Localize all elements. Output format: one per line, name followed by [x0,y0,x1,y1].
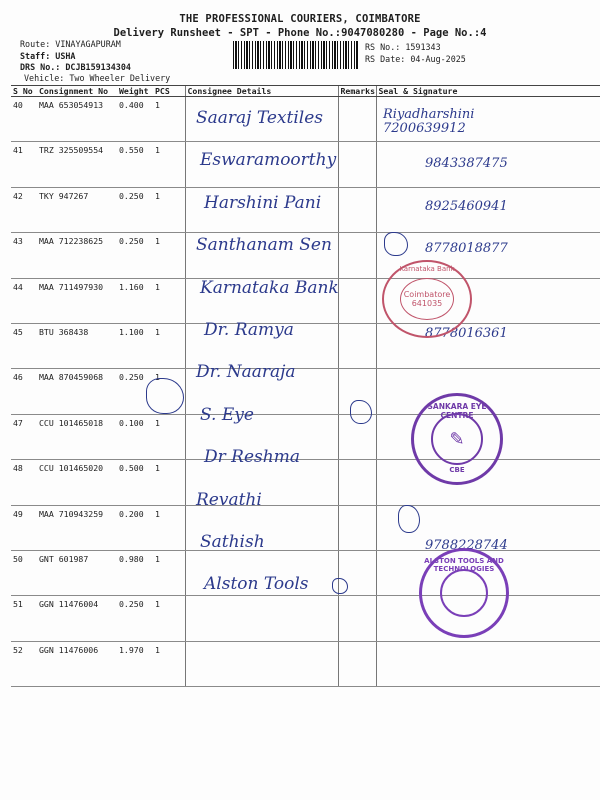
row-weight: 0.250 [117,233,153,278]
company-title: THE PROFESSIONAL COURIERS, COIMBATORE [179,13,421,25]
table-row [11,323,600,368]
table-row [11,369,600,414]
row-sno: 50 [11,550,37,595]
row-sno: 52 [11,641,37,686]
eye-stamp-ring: SANKARA EYE CENTRE [427,402,487,420]
row-consignment-no: GGN 11476006 [37,641,117,686]
row-weight: 1.160 [117,278,153,323]
rs-date: RS Date: 04-Aug-2025 [365,54,466,64]
row-remarks-cell [338,505,376,550]
runsheet-title: Delivery Runsheet - SPT - Phone No.:9047080280 - Page No.:4 [113,27,487,39]
row-consignment-no: MAA 870459068 [37,369,117,414]
eye-stamp-signature-icon: ✎ [431,413,483,465]
row-remarks-cell [338,233,376,278]
handwritten-signature-text: 9788228744 [425,538,508,553]
karnataka-bank-stamp [382,260,472,338]
row-remarks-cell [338,278,376,323]
handwritten-consignee: Revathi [196,489,262,510]
col-weight: Weight [117,86,153,97]
row-consignment-no: MAA 712238625 [37,233,117,278]
row-weight: 0.550 [117,142,153,187]
row-pcs: 1 [153,369,185,414]
row-pcs: 1 [153,414,185,459]
bank-stamp-center [400,278,454,320]
handwritten-consignee: S. Eye [200,404,254,425]
rs-number: RS No.: 1591343 [365,42,441,52]
row-remarks-cell [338,187,376,232]
row-consignment-no: MAA 710943259 [37,505,117,550]
row-pcs: 1 [153,233,185,278]
table-row [11,641,600,686]
handwritten-signature-text: 8925460941 [425,198,508,214]
handwritten-consignee: Karnataka Bank [200,277,339,298]
col-consignment: Consignment No [37,86,117,97]
row-pcs: 1 [153,142,185,187]
handwritten-signature-text: 8778016361 [425,326,508,341]
row-weight: 0.200 [117,505,153,550]
row-pcs: 1 [153,596,185,641]
row-consignment-no: TKY 947267 [37,187,117,232]
table-row [11,460,600,505]
row-consignment-no: MAA 711497930 [37,278,117,323]
row-weight: 1.100 [117,323,153,368]
row-sno: 42 [11,187,37,232]
row-weight: 0.100 [117,414,153,459]
barcode [233,41,358,69]
handwritten-consignee: Santhanam Sen [196,235,332,256]
row-pcs: 1 [153,505,185,550]
row-pcs: 1 [153,187,185,232]
row-remarks-cell [338,142,376,187]
signature-scribble-47b [350,400,372,424]
col-seal: Seal & Signature [376,86,600,97]
row-sno: 44 [11,278,37,323]
row-sno: 49 [11,505,37,550]
row-remarks-cell [338,97,376,142]
row-weight: 0.250 [117,596,153,641]
row-consignment-no: GNT 601987 [37,550,117,595]
handwritten-signature-text: 9843387475 [425,156,508,172]
row-remarks-cell [338,596,376,641]
alston-stamp-ring: ALSTON TOOLS AND TECHNOLOGIES [424,557,504,573]
row-sno: 48 [11,460,37,505]
row-consignment-no: CCU 101465018 [37,414,117,459]
handwritten-signature-text: 8778018877 [425,241,508,257]
route-label: Route: VINAYAGAPURAM [20,39,121,49]
row-remarks-cell [338,323,376,368]
table-row [11,414,600,459]
row-pcs: 1 [153,278,185,323]
handwritten-consignee: Dr Reshma [204,447,300,468]
bank-stamp-code: 641035 [411,299,443,308]
row-pcs: 1 [153,550,185,595]
row-weight: 0.500 [117,460,153,505]
row-consignee-cell [185,641,338,686]
handwritten-consignee: Sathish [200,532,265,552]
row-weight: 0.980 [117,550,153,595]
alston-tools-stamp [419,548,509,638]
row-sno: 51 [11,596,37,641]
row-weight: 0.250 [117,369,153,414]
row-weight: 0.250 [117,187,153,232]
eye-stamp-city: CBE [449,466,465,474]
row-sno: 41 [11,142,37,187]
row-weight: 0.400 [117,97,153,142]
signature-scribble-43 [384,232,408,256]
row-sno: 45 [11,323,37,368]
row-consignment-no: GGN 11476004 [37,596,117,641]
col-consignee: Consignee Details [185,86,338,97]
bank-stamp-city: Coimbatore [403,290,451,299]
handwritten-consignee: Alston Tools [204,574,309,595]
vehicle-label: Vehicle: Two Wheeler Delivery [24,73,171,83]
handwritten-consignee: Saaraj Textiles [196,108,324,128]
row-consignment-no: TRZ 325509554 [37,142,117,187]
handwritten-consignee: Eswaramoorthy [200,150,337,171]
col-pcs: PCS [153,86,185,97]
row-pcs: 1 [153,460,185,505]
row-remarks-cell [338,460,376,505]
signature-scribble-51 [332,578,348,594]
row-sno: 46 [11,369,37,414]
handwritten-consignee: Harshini Pani [204,192,322,213]
row-pcs: 1 [153,323,185,368]
row-seal-cell [376,641,600,686]
table-row [11,505,600,550]
staff-label: Staff: USHA [20,51,76,61]
row-consignment-no: MAA 653054913 [37,97,117,142]
row-weight: 1.970 [117,641,153,686]
table-row [11,596,600,641]
row-consignment-no: BTU 368438 [37,323,117,368]
alston-stamp-center [440,569,488,617]
row-sno: 40 [11,97,37,142]
bank-stamp-ring: Karnataka Bank [399,265,455,273]
handwritten-signature-text: Riyadharshini 7200639912 [383,107,475,136]
drs-number: DRS No.: DCJB159134304 [20,62,131,72]
row-remarks-cell [338,641,376,686]
sankara-eye-stamp [411,393,503,485]
row-consignee-cell [185,596,338,641]
row-sno: 43 [11,233,37,278]
handwritten-consignee: Dr. Naaraja [196,362,296,383]
table-header-row [11,86,600,97]
row-pcs: 1 [153,97,185,142]
signature-scribble-50 [398,505,420,533]
handwritten-consignee: Dr. Ramya [204,320,294,340]
row-consignment-no: CCU 101465020 [37,460,117,505]
col-sno: S No [11,86,37,97]
col-remarks: Remarks [338,86,376,97]
row-pcs: 1 [153,641,185,686]
delivery-table [11,85,600,687]
signature-scribble-47 [146,378,184,414]
row-sno: 47 [11,414,37,459]
